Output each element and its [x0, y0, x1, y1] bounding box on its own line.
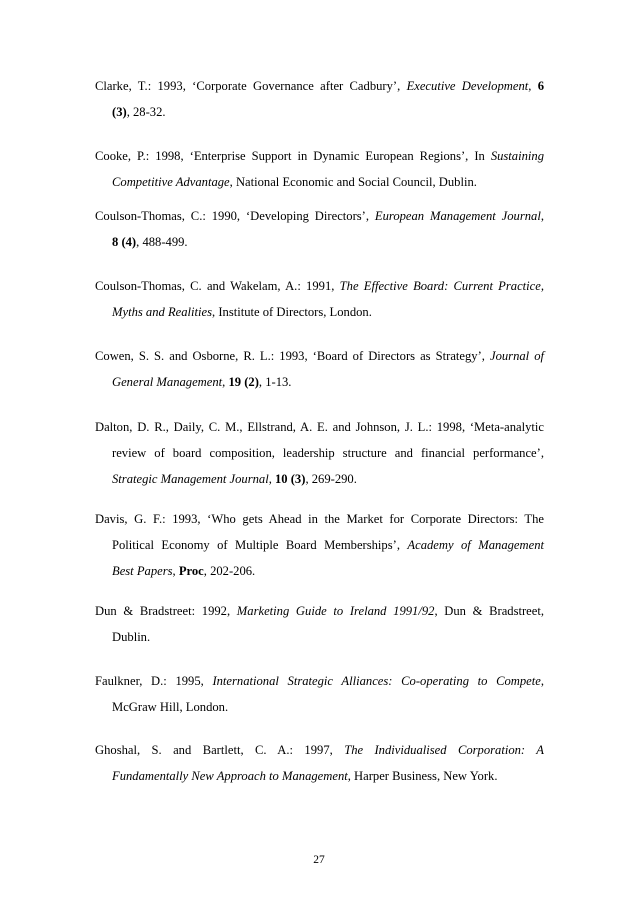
- reference-line: [112, 471, 544, 487]
- reference-line: [112, 234, 544, 250]
- reference-text: Davis, G. F.: 1993, ‘Who gets Ahead in the Market for Corporate Directors: The: [95, 512, 544, 526]
- reference-line: [112, 104, 544, 120]
- reference-text: Dun & Bradstreet: 1992,: [95, 604, 237, 618]
- reference-text: ,: [222, 375, 229, 389]
- reference-text: , National Economic and Social Council, Dublin.: [229, 175, 477, 189]
- reference-line: [112, 445, 544, 461]
- reference-text: Cooke, P.: 1998, ‘Enterprise Support in Dynamic European Regions’, In: [95, 149, 491, 163]
- reference-line: [95, 419, 544, 435]
- reference-line: [112, 563, 544, 579]
- reference-text: ,: [268, 472, 275, 486]
- italic-text: Academy of Management: [407, 538, 544, 552]
- bold-text: 10 (3): [275, 472, 306, 486]
- reference-text: Dublin.: [112, 630, 151, 644]
- reference-text: , Harper Business, New York.: [347, 769, 498, 783]
- reference-text: Ghoshal, S. and Bartlett, C. A.: 1997,: [95, 743, 345, 757]
- italic-text: General Management: [112, 375, 223, 389]
- italic-text: Myths and Realities: [112, 305, 213, 319]
- reference-line: [112, 374, 544, 390]
- reference-line: [95, 148, 544, 164]
- reference-line: [95, 603, 544, 619]
- italic-text: International Strategic Alliances: Co-operating to Compete: [212, 674, 541, 688]
- italic-text: European Management Journal: [374, 209, 541, 223]
- reference-text: , 202-206.: [203, 564, 256, 578]
- reference-line: [112, 537, 544, 553]
- italic-text: Journal of: [489, 349, 544, 363]
- reference-text: , 1-13.: [258, 375, 292, 389]
- bold-text: 19 (2): [228, 375, 259, 389]
- bold-text: (3): [112, 105, 127, 119]
- reference-text: review of board composition, leadership structure and financial performance’,: [112, 446, 544, 460]
- italic-text: Marketing Guide to Ireland 1991/92: [236, 604, 435, 618]
- reference-text: Coulson-Thomas, C. and Wakelam, A.: 1991,: [95, 279, 340, 293]
- reference-text: Political Economy of Multiple Board Memberships’,: [112, 538, 408, 552]
- italic-text: Strategic Management Journal: [112, 472, 269, 486]
- reference-line: [112, 629, 544, 645]
- reference-text: ,: [528, 79, 538, 93]
- page-number: 27: [313, 854, 325, 866]
- reference-line: [112, 304, 544, 320]
- italic-text: The Individualised Corporation: A: [344, 743, 544, 757]
- italic-text: Fundamentally New Approach to Management: [112, 769, 348, 783]
- reference-line: [95, 78, 544, 94]
- reference-text: Coulson-Thomas, C.: 1990, ‘Developing Directors’,: [95, 209, 375, 223]
- reference-text: Clarke, T.: 1993, ‘Corporate Governance after Cadbury’,: [95, 79, 407, 93]
- reference-text: , 488-499.: [136, 235, 188, 249]
- reference-line: [112, 768, 544, 784]
- reference-line: [112, 174, 544, 190]
- bold-text: 8 (4): [112, 235, 137, 249]
- reference-text: Dalton, D. R., Daily, C. M., Ellstrand, A. E. and Johnson, J. L.: 1998, ‘Meta-analytic: [95, 420, 544, 434]
- reference-text: Cowen, S. S. and Osborne, R. L.: 1993, ‘Board of Directors as Strategy’,: [95, 349, 490, 363]
- reference-text: ,: [540, 209, 544, 223]
- reference-line: [95, 348, 544, 364]
- reference-text: ,: [172, 564, 179, 578]
- reference-text: , Institute of Directors, London.: [212, 305, 372, 319]
- reference-text: McGraw Hill, London.: [112, 700, 229, 714]
- italic-text: The Effective Board: Current Practice,: [339, 279, 544, 293]
- bold-text: Proc: [178, 564, 204, 578]
- reference-line: [95, 511, 544, 527]
- italic-text: Competitive Advantage: [112, 175, 230, 189]
- reference-line: [95, 673, 544, 689]
- reference-text: , 28-32.: [126, 105, 166, 119]
- italic-text: Executive Development: [406, 79, 529, 93]
- reference-text: , 269-290.: [305, 472, 357, 486]
- reference-text: , Dun & Bradstreet,: [434, 604, 545, 618]
- reference-text: ,: [540, 674, 545, 688]
- italic-text: Sustaining: [490, 149, 544, 163]
- bold-text: 6: [537, 79, 545, 93]
- reference-line: [95, 278, 544, 294]
- reference-line: [95, 208, 544, 224]
- italic-text: Best Papers: [112, 564, 173, 578]
- reference-text: Faulkner, D.: 1995,: [95, 674, 213, 688]
- reference-line: [95, 742, 544, 758]
- reference-line: [112, 699, 544, 715]
